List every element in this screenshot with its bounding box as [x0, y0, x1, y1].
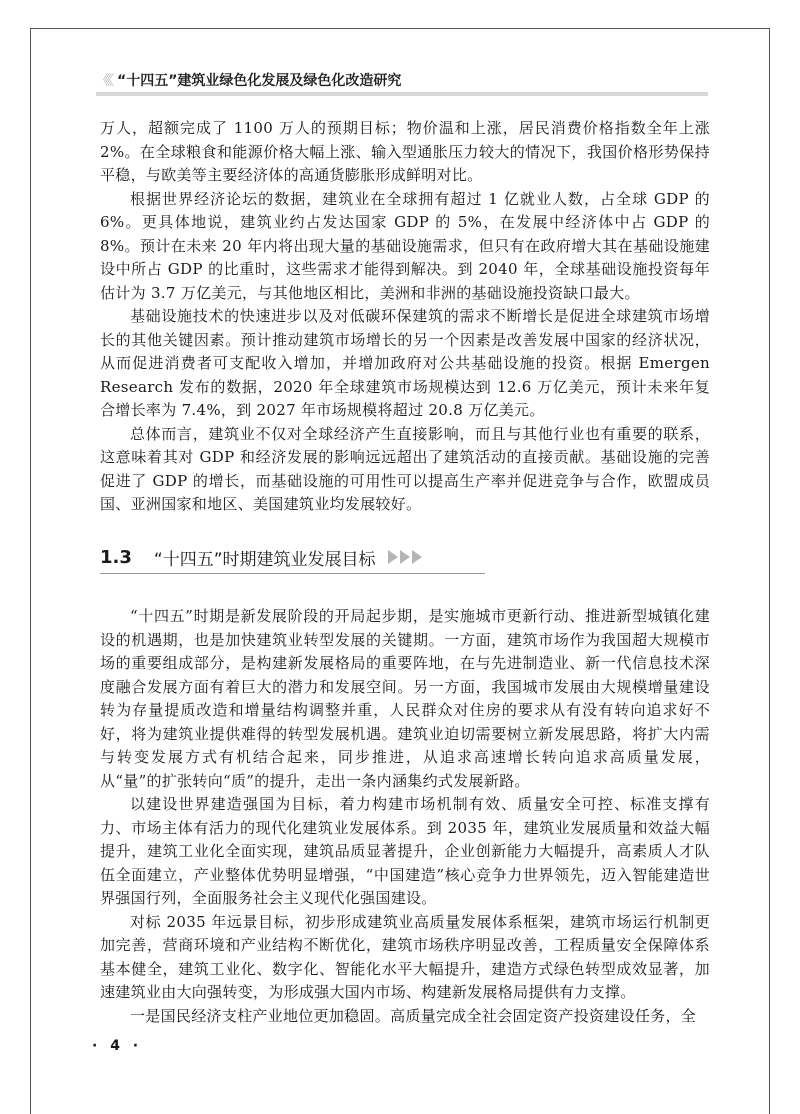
running-header: [96, 66, 736, 94]
header-rule: [96, 92, 708, 96]
paragraph: 对标 2035 年远景目标，初步形成建筑业高质量发展体系框架，建筑市场运行机制更加完善，营商环境和产业结构不断优化，建筑市场秩序明显改善，工程质量安全保障体系基本健全，建筑工业化、数字化、智能化水平大幅提升，建造方式绿色转型成效显著，加速建筑业由大向强转变，为形成强大国内市场、构建新发展格局提供有力支撑。: [100, 912, 710, 1001]
paragraph: “十四五”时期是新发展阶段的开局起步期，是实施城市更新行动、推进新型城镇化建设的机遇期，也是加快建筑业转型发展的关键期。一方面，建筑市场作为我国超大规模市场的重要组成部分，是构建新发展格局的重要阵地，在与先进制造业、新一代信息技术深度融合发展方面有着巨大的潜力和发展空间。另一方面，我国城市发展由大规模增量建设转为存量提质改造和增量结构调整并重，人民群众对住房的要求从有没有转向追求好不好，将为建筑业提供难得的转型发展机遇。建筑业迫切需要树立新发展思路，将扩大内需与转变发展方式有机结合起来，同步推进，从追求高速增长转向追求高质量发展，从“量”的扩张转向“质”的提升，走出一条内涵集约式发展新路。: [100, 607, 710, 790]
paragraph: 根据世界经济论坛的数据，建筑业在全球拥有超过 1 亿就业人数，占全球 GDP 的 6%。更具体地说，建筑业约占发达国家 GDP 的 5%，在发展中经济体中占 GDP 的 8%。预计在未来 20 年内将出现大量的基础设施需求，但只有在政府增大其在基础设施建设中所占 GDP 的比重时，这些需求才能得到解决。到 2040 年，全球基础设施投资每年估计为 3.7 万亿美元，与其他地区相比，美洲和非洲的基础设施投资缺口最大。: [100, 189, 710, 302]
section-underline: [100, 573, 485, 574]
paragraph: 万人，超额完成了 1100 万人的预期目标；物价温和上涨，居民消费价格指数全年上涨 2%。在全球粮食和能源价格大幅上涨、输入型通胀压力较大的情况下，我国价格形势保持平稳，与欧美等主要经济体的高通货膨胀形成鲜明对比。: [100, 119, 710, 184]
body-text-lower: [100, 605, 710, 1028]
book-title: “十四五”建筑业绿色化发展及绿色化改造研究: [117, 73, 402, 89]
paragraph: 一是国民经济支柱产业地位更加稳固。高质量完成全社会固定资产投资建设任务，全: [130, 1006, 697, 1025]
page-number: · 4 ·: [92, 1038, 143, 1054]
header-arrows-icon: 《《: [96, 73, 111, 89]
section-number: 1.3: [100, 546, 132, 568]
section-title: “十四五”时期建筑业发展目标: [153, 549, 376, 570]
paragraph: 基础设施技术的快速进步以及对低碳环保建筑的需求不断增长是促进全球建筑市场增长的其他关键因素。预计推动建筑市场增长的另一个因素是改善发展中国家的经济状况，从而促进消费者可支配收入增加，并增加政府对公共基础设施的投资。根据 Emergen Research 发布的数据，2020 年全球建筑市场规模达到 12.6 万亿美元，预计未来年复合增长率为 7.4%，到 2027 年市场规模将超过 20.8 万亿美元。: [100, 307, 710, 419]
chevrons-icon: [388, 550, 424, 564]
paragraph: 总体而言，建筑业不仅对全球经济产生直接影响，而且与其他行业也有重要的联系，这意味着其对 GDP 和经济发展的影响远远超出了建筑活动的直接贡献。基础设施的完善促进了 GDP 的增长，而基础设施的可用性可以提高生产率并促进竞争与合作，欧盟成员国、亚洲国家和地区、美国建筑业均发展较好。: [100, 424, 710, 513]
paragraph: 以建设世界建造强国为目标，着力构建市场机制有效、质量安全可控、标准支撑有力、市场主体有活力的现代化建筑业发展体系。到 2035 年，建筑业发展质量和效益大幅提升，建筑工业化全面实现，建筑品质显著提升，企业创新能力大幅提升，高素质人才队伍全面建立，产业整体优势明显增强，“中国建造”核心竞争力世界领先，迈入智能建造世界强国行列，全面服务社会主义现代化强国建设。: [100, 795, 710, 907]
section-heading: [100, 540, 485, 574]
body-text-upper: [100, 117, 710, 517]
